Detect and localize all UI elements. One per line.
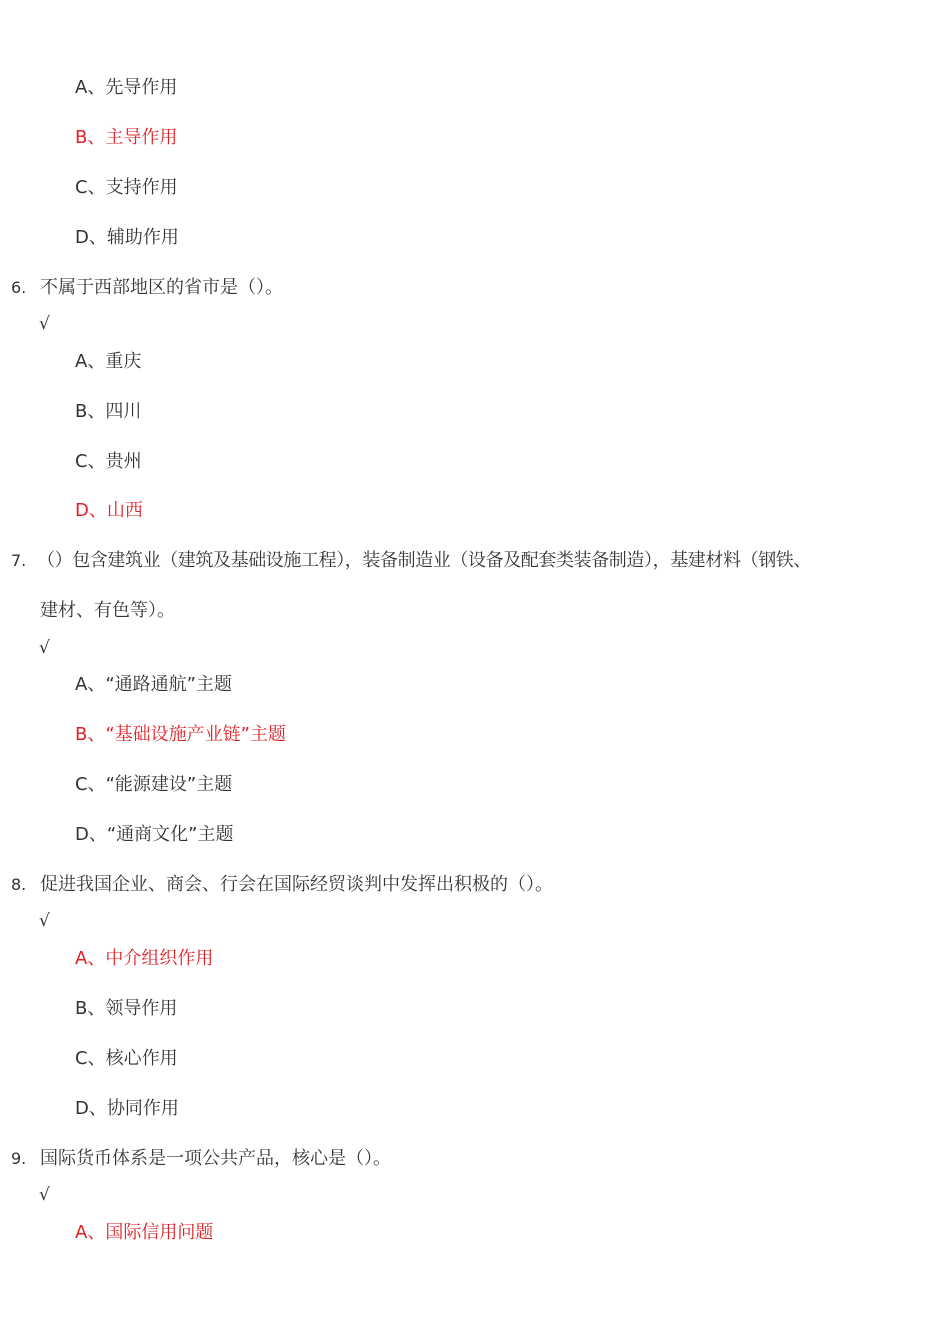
q9-check-mark: √ — [39, 1185, 50, 1205]
q6-option-c: C、贵州 — [75, 451, 142, 472]
q7-number: 7. — [11, 551, 27, 570]
q8-stem: 促进我国企业、商会、行会在国际经贸谈判中发挥出积极的（）。 — [40, 874, 553, 895]
q5-option-b-correct: B、主导作用 — [75, 127, 178, 148]
q9-option-a-correct: A、国际信用问题 — [75, 1222, 214, 1243]
q7-option-a: A、“通路通航”主题 — [75, 674, 232, 695]
q8-check-mark: √ — [39, 911, 50, 931]
q6-option-b: B、四川 — [75, 401, 142, 422]
q8-number: 8. — [11, 875, 27, 894]
q7-stem-line1: （）包含建筑业（建筑及基础设施工程），装备制造业（设备及配套类装备制造），基建材料（钢铁、 — [37, 550, 811, 571]
q6-option-d-correct: D、山西 — [75, 500, 143, 521]
q7-option-d: D、“通商文化”主题 — [75, 824, 234, 845]
q6-check-mark: √ — [39, 314, 50, 334]
q7-check-mark: √ — [39, 638, 50, 658]
q7-stem-line2: 建材、有色等）。 — [40, 600, 175, 621]
q6-option-a: A、重庆 — [75, 351, 142, 372]
q8-option-b: B、领导作用 — [75, 998, 178, 1019]
q5-option-a: A、先导作用 — [75, 77, 178, 98]
q7-option-c: C、“能源建设”主题 — [75, 774, 233, 795]
q5-option-c: C、支持作用 — [75, 177, 178, 198]
q6-number: 6. — [11, 278, 27, 297]
q5-option-d: D、辅助作用 — [75, 227, 179, 248]
q8-option-d: D、协同作用 — [75, 1098, 179, 1119]
q8-option-c: C、核心作用 — [75, 1048, 178, 1069]
q8-option-a-correct: A、中介组织作用 — [75, 948, 214, 969]
q7-option-b-correct: B、“基础设施产业链”主题 — [75, 724, 286, 745]
q9-stem: 国际货币体系是一项公共产品，核心是（）。 — [40, 1148, 391, 1169]
q9-number: 9. — [11, 1149, 27, 1168]
q6-stem: 不属于西部地区的省市是（）。 — [40, 277, 283, 298]
